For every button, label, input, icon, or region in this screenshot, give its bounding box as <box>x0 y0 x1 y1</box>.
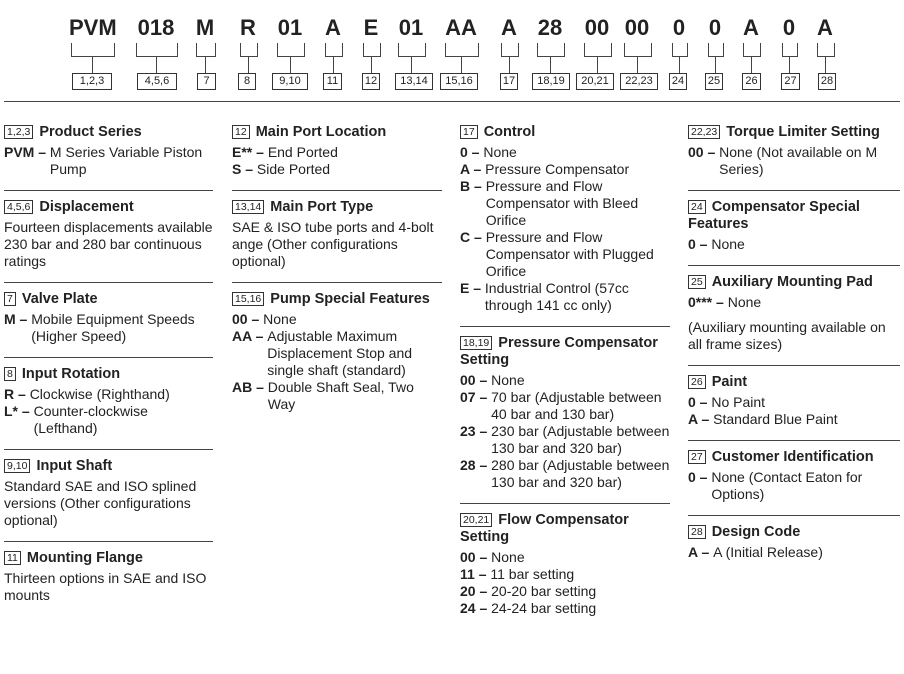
position-number-box: 20,21 <box>460 513 492 527</box>
option-row <box>460 161 670 178</box>
section-text: Standard SAE and ISO splined versions (Other configurations optional) <box>4 478 197 528</box>
option-row <box>688 144 900 178</box>
section-heading <box>460 335 670 369</box>
option-code: E – <box>460 280 485 296</box>
code-bracket <box>782 43 798 57</box>
code-bracket <box>398 43 426 57</box>
section-body <box>4 144 213 178</box>
option-row <box>688 469 900 503</box>
code-segment: 0 <box>672 15 686 40</box>
option-row <box>460 389 670 423</box>
section-title: Compensator Special Features <box>688 199 860 232</box>
option-description: None <box>491 372 525 388</box>
option-row <box>688 394 900 411</box>
option-row <box>232 144 442 161</box>
section <box>460 118 670 314</box>
section-body <box>460 549 670 617</box>
position-number-box: 27 <box>688 450 706 464</box>
column-1 <box>4 118 213 604</box>
option-row <box>460 280 670 314</box>
code-bracket <box>672 43 688 57</box>
position-number-box: 11 <box>323 73 342 90</box>
section-title: Input Shaft <box>36 458 113 474</box>
position-number-box: 15,16 <box>232 292 264 306</box>
code-stem <box>411 57 412 73</box>
option-row <box>460 600 670 617</box>
section-text: (Auxiliary mounting available on all frame sizes) <box>688 319 886 352</box>
code-bracket <box>363 43 381 57</box>
option-row <box>232 311 442 328</box>
option-description: None <box>491 549 525 565</box>
section-text: SAE & ISO tube ports and 4-bolt ange (Other configurations optional) <box>232 219 434 269</box>
option-row <box>232 161 442 178</box>
section-body <box>232 311 442 413</box>
section-title: Torque Limiter Setting <box>726 124 880 140</box>
column-4 <box>688 118 900 561</box>
option-code: 11 – <box>460 566 491 582</box>
option-description: 20-20 bar setting <box>491 583 597 599</box>
option-code: AB – <box>232 379 268 395</box>
option-description: None (Contact Eaton for Options) <box>711 469 863 502</box>
option-code: PVM – <box>4 144 50 160</box>
position-number-box: 25 <box>705 73 723 90</box>
section-body <box>4 219 213 270</box>
option-description: End Ported <box>267 144 338 160</box>
option-row <box>232 328 442 379</box>
section-heading <box>688 274 900 291</box>
position-number-box: 12 <box>232 125 250 139</box>
option-description: Clockwise (Righthand) <box>29 386 170 402</box>
code-segment: A <box>743 15 759 40</box>
section-heading <box>688 124 900 141</box>
option-row <box>460 549 670 566</box>
option-row <box>688 294 900 311</box>
option-row <box>232 379 442 413</box>
section <box>232 282 442 413</box>
position-number-box: 7 <box>197 73 216 90</box>
position-number-box: 4,5,6 <box>4 200 33 214</box>
code-segment: 0 <box>782 15 796 40</box>
section-body <box>460 144 670 314</box>
code-segment: 00 <box>584 15 610 40</box>
section-text: Fourteen displacements available 230 bar and 280 bar continuous ratings <box>4 219 213 269</box>
section <box>232 190 442 270</box>
code-stem <box>290 57 291 73</box>
section-title: Main Port Location <box>255 124 387 140</box>
position-number-box: 22,23 <box>620 73 658 90</box>
code-bracket <box>240 43 258 57</box>
section-heading <box>688 449 900 466</box>
option-code: A – <box>688 544 714 560</box>
code-segment: E <box>363 15 379 40</box>
option-row <box>4 386 213 403</box>
option-description: Pressure Compensator <box>485 161 630 177</box>
code-segment: 0 <box>708 15 722 40</box>
option-code: 24 – <box>460 600 492 616</box>
code-stem <box>509 57 510 73</box>
section-title: Flow Compensator Setting <box>460 512 629 545</box>
option-row <box>460 583 670 600</box>
section <box>688 365 900 428</box>
code-stem <box>825 57 826 73</box>
option-description: Mobile Equipment Speeds (Higher Speed) <box>31 311 195 344</box>
option-row <box>688 544 900 561</box>
section-body <box>232 219 442 270</box>
section-title: Valve Plate <box>21 291 98 307</box>
position-number-box: 9,10 <box>4 459 30 473</box>
code-bracket <box>325 43 343 57</box>
section-body <box>688 544 900 561</box>
position-number-box: 27 <box>781 73 800 90</box>
section-title: Control <box>483 124 536 140</box>
position-number-box: 25 <box>688 275 706 289</box>
position-number-box: 11 <box>4 551 21 565</box>
option-code: 00 – <box>460 549 492 565</box>
divider <box>4 101 900 102</box>
section <box>4 190 213 270</box>
position-number-box: 15,16 <box>440 73 478 90</box>
option-row <box>460 457 670 491</box>
option-description: None <box>263 311 297 327</box>
section-title: Auxiliary Mounting Pad <box>711 274 873 290</box>
position-number-box: 18,19 <box>460 336 492 350</box>
code-segment: 28 <box>537 15 563 40</box>
option-description: No Paint <box>711 394 766 410</box>
position-number-box: 9,10 <box>272 73 308 90</box>
position-number-box: 18,19 <box>532 73 570 90</box>
position-number-box: 4,5,6 <box>137 73 177 90</box>
position-number-box: 8 <box>4 367 16 381</box>
code-stem <box>637 57 638 73</box>
section-title: Input Rotation <box>21 366 121 382</box>
option-code: 0 – <box>688 469 712 485</box>
section <box>4 449 213 529</box>
option-code: 00 – <box>460 372 492 388</box>
section-title: Paint <box>711 374 748 390</box>
code-bracket <box>196 43 216 57</box>
option-code: 0 – <box>688 236 712 252</box>
section-heading <box>460 124 670 141</box>
code-segment: 01 <box>277 15 303 40</box>
option-row <box>460 229 670 280</box>
code-stem <box>550 57 551 73</box>
code-segment: PVM <box>69 15 117 40</box>
option-code: A – <box>688 411 714 427</box>
option-code: 00 – <box>688 144 720 160</box>
code-bracket <box>136 43 178 57</box>
section <box>688 440 900 503</box>
code-bracket <box>743 43 761 57</box>
code-stem <box>248 57 249 73</box>
position-number-box: 26 <box>742 73 761 90</box>
code-bracket <box>445 43 479 57</box>
code-bracket <box>817 43 835 57</box>
option-description: 280 bar (Adjustable between 130 bar and 320 bar) <box>491 457 670 490</box>
section-heading <box>232 199 442 216</box>
section-body <box>688 144 900 178</box>
section-body <box>4 570 213 604</box>
position-number-box: 22,23 <box>688 125 720 139</box>
position-number-box: 8 <box>238 73 256 90</box>
section-heading <box>4 124 213 141</box>
code-segment: A <box>817 15 833 40</box>
section-body <box>4 311 213 345</box>
position-number-box: 13,14 <box>395 73 433 90</box>
option-description: Double Shaft Seal, Two Way <box>267 379 414 412</box>
option-code: A – <box>460 161 486 177</box>
option-row <box>688 236 900 253</box>
option-code: 07 – <box>460 389 492 405</box>
option-row <box>460 423 670 457</box>
section <box>460 503 670 617</box>
option-description: Industrial Control (57cc through 141 cc only) <box>484 280 629 313</box>
code-stem <box>333 57 334 73</box>
section-body <box>688 469 900 503</box>
position-number-box: 17 <box>500 73 518 90</box>
section-title: Design Code <box>711 524 801 540</box>
position-number-box: 28 <box>818 73 836 90</box>
option-code: R – <box>4 386 30 402</box>
section-title: Pump Special Features <box>270 291 430 307</box>
section-heading <box>4 458 213 475</box>
section-title: Mounting Flange <box>26 550 143 566</box>
option-row <box>4 144 213 178</box>
option-code: 23 – <box>460 423 492 439</box>
section-title: Pressure Compensator Setting <box>460 335 658 368</box>
code-stem <box>205 57 206 73</box>
code-bracket <box>277 43 305 57</box>
option-code: M – <box>4 311 32 327</box>
position-number-box: 7 <box>4 292 16 306</box>
code-bracket <box>584 43 612 57</box>
section-heading <box>688 374 900 391</box>
option-row <box>4 403 213 437</box>
option-description: A (Initial Release) <box>713 544 823 560</box>
option-code: C – <box>460 229 486 245</box>
option-description: None <box>483 144 517 160</box>
code-segment: 018 <box>137 15 175 40</box>
section <box>688 190 900 253</box>
code-segment: R <box>240 15 256 40</box>
code-segment: A <box>325 15 341 40</box>
code-stem <box>92 57 93 73</box>
section-heading <box>232 291 442 308</box>
option-description: 11 bar setting <box>490 566 575 582</box>
code-segment: 00 <box>624 15 650 40</box>
code-bracket <box>537 43 565 57</box>
option-code: AA – <box>232 328 268 344</box>
code-stem <box>597 57 598 73</box>
section-heading <box>4 550 213 567</box>
option-code: 0 – <box>688 394 712 410</box>
section <box>232 118 442 178</box>
section <box>688 118 900 178</box>
option-code: L* – <box>4 403 34 419</box>
section-body <box>460 372 670 491</box>
code-stem <box>679 57 680 73</box>
section-title: Customer Identification <box>711 449 874 465</box>
model-code-diagram <box>0 0 904 100</box>
option-description: 230 bar (Adjustable between 130 bar and 320 bar) <box>491 423 670 456</box>
position-number-box: 26 <box>688 375 706 389</box>
section-body <box>232 144 442 178</box>
section-heading <box>688 199 900 233</box>
section <box>688 515 900 561</box>
position-number-box: 28 <box>688 525 706 539</box>
option-code: 0*** – <box>688 294 728 310</box>
option-code: E** – <box>232 144 268 160</box>
code-segment: AA <box>445 15 477 40</box>
option-description: Counter-clockwise (Lefthand) <box>33 403 148 436</box>
code-segment: 01 <box>398 15 424 40</box>
option-code: 20 – <box>460 583 492 599</box>
option-row <box>688 411 900 428</box>
option-description: Standard Blue Paint <box>713 411 838 427</box>
section-title: Main Port Type <box>270 199 374 215</box>
position-number-box: 24 <box>688 200 706 214</box>
option-description: M Series Variable Piston Pump <box>49 144 203 177</box>
section <box>4 541 213 604</box>
code-segment: M <box>195 15 215 40</box>
section-body <box>688 236 900 253</box>
code-stem <box>156 57 157 73</box>
option-description: Pressure and Flow Compensator with Plugged Orifice <box>485 229 654 279</box>
option-code: S – <box>232 161 257 177</box>
option-code: 00 – <box>232 311 264 327</box>
option-code: B – <box>460 178 486 194</box>
column-3 <box>460 118 670 617</box>
code-bracket <box>71 43 115 57</box>
section-heading <box>4 291 213 308</box>
section-heading <box>232 124 442 141</box>
section-text: Thirteen options in SAE and ISO mounts <box>4 570 207 603</box>
option-row <box>460 566 670 583</box>
column-2 <box>232 118 442 413</box>
section-heading <box>460 512 670 546</box>
option-description: None <box>711 236 745 252</box>
position-number-box: 24 <box>669 73 687 90</box>
option-description: Adjustable Maximum Displacement Stop and single shaft (standard) <box>267 328 413 378</box>
code-stem <box>371 57 372 73</box>
code-stem <box>715 57 716 73</box>
code-stem <box>751 57 752 73</box>
section-heading <box>4 199 213 216</box>
option-description: None (Not available on M Series) <box>719 144 878 177</box>
position-number-box: 20,21 <box>576 73 614 90</box>
position-number-box: 17 <box>460 125 478 139</box>
section-title: Product Series <box>39 124 142 140</box>
option-description: 24-24 bar setting <box>491 600 597 616</box>
position-number-box: 12 <box>362 73 380 90</box>
code-stem <box>461 57 462 73</box>
option-code: 0 – <box>460 144 484 160</box>
position-number-box: 13,14 <box>232 200 264 214</box>
section-heading <box>688 524 900 541</box>
code-segment: A <box>501 15 517 40</box>
section-title: Displacement <box>39 199 134 215</box>
option-description: Pressure and Flow Compensator with Bleed Orifice <box>485 178 639 228</box>
code-bracket <box>624 43 652 57</box>
option-row <box>460 372 670 389</box>
code-bracket <box>501 43 519 57</box>
position-number-box: 1,2,3 <box>72 73 112 90</box>
option-code: 28 – <box>460 457 492 473</box>
section-heading <box>4 366 213 383</box>
option-description: Side Ported <box>256 161 331 177</box>
option-row <box>4 311 213 345</box>
option-row <box>460 144 670 161</box>
option-description: 70 bar (Adjustable between 40 bar and 130 bar) <box>491 389 662 422</box>
section <box>688 265 900 353</box>
section <box>4 118 213 178</box>
section-body <box>688 294 900 353</box>
section-body <box>4 386 213 437</box>
section-body <box>688 394 900 428</box>
section <box>460 326 670 491</box>
code-stem <box>789 57 790 73</box>
section <box>4 282 213 345</box>
option-description: None <box>727 294 762 310</box>
code-bracket <box>708 43 724 57</box>
option-row <box>460 178 670 229</box>
section <box>4 357 213 437</box>
position-number-box: 1,2,3 <box>4 125 33 139</box>
section-body <box>4 478 213 529</box>
